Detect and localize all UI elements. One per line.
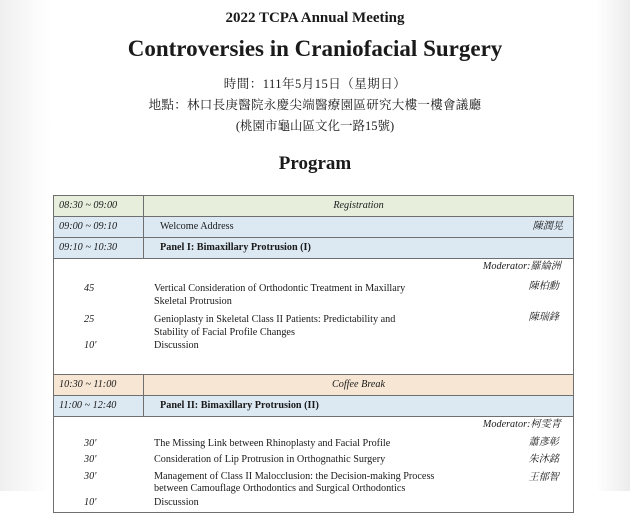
welcome-cell (144, 217, 574, 238)
talk-duration: 30' (84, 471, 97, 482)
welcome-row (54, 217, 574, 238)
event-place: 地點：林口長庚醫院永慶尖端醫療園區研究大樓一樓會議廳 (148, 98, 482, 112)
talk-title-cont: Stability of Facial Profile Changes (154, 327, 295, 338)
talk-title: Discussion (154, 497, 199, 508)
talk-duration: 30' (84, 438, 97, 449)
welcome-speaker: 陳潤晃 (532, 221, 563, 232)
registration-row (54, 196, 574, 217)
talk-duration: 10' (84, 340, 97, 351)
panel2-header-row (54, 396, 574, 417)
panel1-header-row (54, 238, 574, 259)
panel2-title-cell (144, 396, 574, 417)
talk-speaker: 王郁智 (528, 472, 559, 483)
registration-label: Registration (144, 196, 574, 217)
talk-title-cont: between Camouflage Orthodontics and Surgical Orthodontics (154, 483, 406, 494)
program-heading: Program (278, 153, 352, 174)
talk-title: Discussion (154, 340, 199, 351)
event-time: 時間：111年5月15日（星期日） (223, 77, 407, 91)
talk-duration: 25 (84, 314, 95, 325)
coffee-break-row (54, 375, 574, 396)
program-table (53, 195, 574, 513)
panel1-body-row (54, 259, 574, 375)
panel2-body-row (54, 417, 574, 513)
talk-speaker: 蕭彥彰 (528, 437, 559, 448)
talk-title: The Missing Link between Rhinoplasty and Facial Profile (154, 438, 391, 449)
time-cell: 08:30 ~ 09:00 (54, 196, 144, 217)
time-cell: 09:10 ~ 10:30 (54, 238, 144, 259)
talk-duration: 10' (84, 497, 97, 508)
talk-duration: 45 (84, 283, 95, 294)
talk-title: Genioplasty in Skeletal Class II Patients: Predictability and (154, 314, 396, 325)
talk-speaker: 陳瑞鋒 (528, 312, 559, 323)
talk-title-cont: Skeletal Protrusion (154, 296, 232, 307)
page-title: Controversies in Craniofacial Surgery (127, 36, 503, 61)
talk-speaker: 陳柏勳 (528, 281, 559, 292)
welcome-label: Welcome Address (160, 221, 234, 232)
panel1-title-cell (144, 238, 574, 259)
event-address: (桃園市龜山區文化一路15號) (235, 119, 395, 133)
talk-title: Management of Class II Malocclusion: the Decision-making Process (154, 471, 435, 482)
panel1-moderator: Moderator:羅綸洲 (482, 261, 561, 272)
time-cell: 10:30 ~ 11:00 (54, 375, 144, 396)
panel1-body-cell (54, 259, 574, 375)
panel2-moderator: Moderator:柯雯青 (482, 419, 561, 430)
panel2-title: Panel II: Bimaxillary Protrusion (II) (160, 400, 319, 411)
time-cell: 11:00 ~ 12:40 (54, 396, 144, 417)
panel1-title: Panel I: Bimaxillary Protrusion (I) (160, 242, 311, 253)
talk-duration: 30' (84, 454, 97, 465)
meeting-name: 2022 TCPA Annual Meeting (225, 10, 405, 26)
talk-title: Vertical Consideration of Orthodontic Treatment in Maxillary (154, 283, 406, 294)
talk-title: Consideration of Lip Protrusion in Orthognathic Surgery (154, 454, 386, 465)
time-cell: 09:00 ~ 09:10 (54, 217, 144, 238)
talk-speaker: 朱沐銘 (528, 454, 559, 465)
panel2-body-cell (54, 417, 574, 513)
coffee-break-label: Coffee Break (144, 375, 574, 396)
